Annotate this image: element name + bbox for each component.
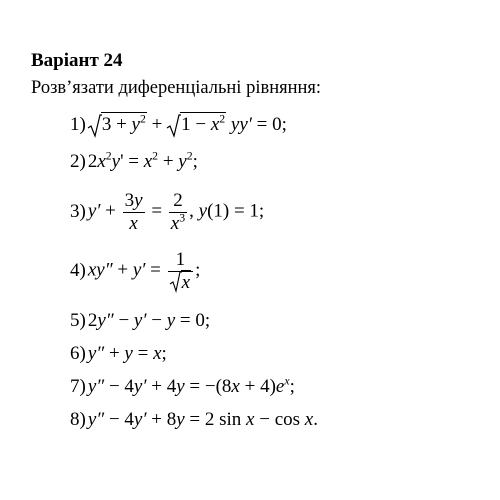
variant-title: Варіант 24	[31, 50, 123, 71]
equation-8: 8) y″ − 4y′ + 8y = 2 sin x − cos x.	[70, 409, 318, 430]
equation-number: 5)	[70, 310, 86, 331]
equation-4: 4) xy″ + y′ = $\frac{1}{x}$ ;	[70, 249, 201, 293]
equation-1: 1) $3 + y^2$ + $1 - x^2$ yy′ = 0;	[70, 112, 287, 135]
equation-3: 3) y′ + $\frac{3y}{x}$ = $\frac{2}{x^3}$ , y(1) = 1;	[70, 190, 265, 234]
equation-number: 4)	[70, 259, 86, 281]
equation-2: 2) $2x^2y' = x^2 + y^2$;	[70, 149, 198, 172]
equation-number: 3)	[70, 200, 86, 222]
equation-number: 1)	[70, 114, 86, 135]
equation-number: 6)	[70, 343, 86, 364]
equation-5: 5) 2y″ − y′ − y = 0;	[70, 310, 211, 331]
equation-7: 7) $y'' - 4y' + 4y = -(8x + 4)e^x$;	[70, 374, 295, 397]
equation-number: 7)	[70, 376, 86, 397]
equation-number: 8)	[70, 409, 86, 430]
equation-number: 2)	[70, 151, 86, 172]
task-instruction: Розв’язати диференціальні рівняння:	[31, 78, 322, 98]
equation-6: 6) y″ + y = x;	[70, 343, 167, 364]
